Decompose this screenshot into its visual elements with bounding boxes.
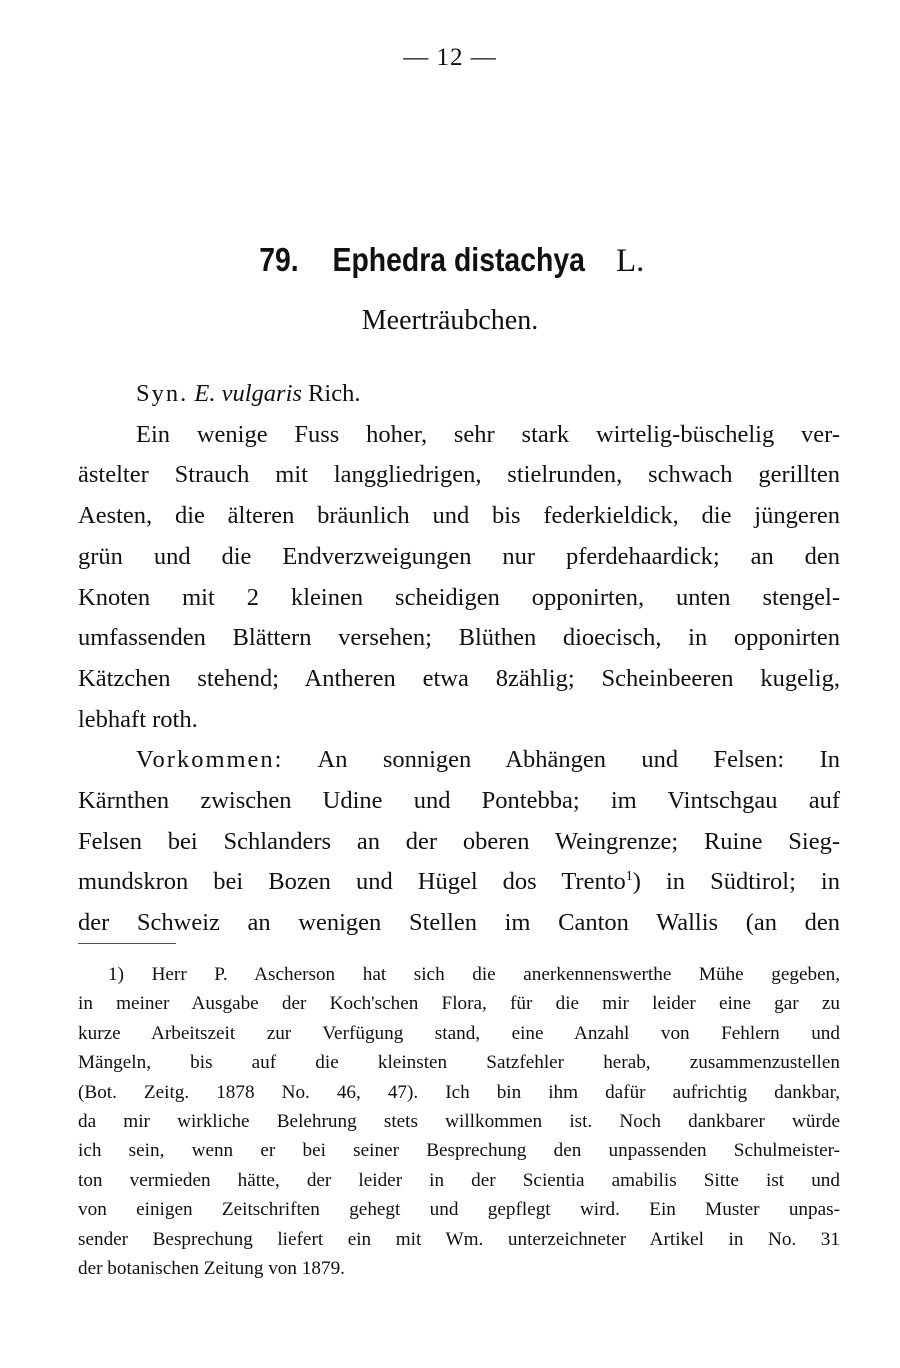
description-line: Kätzchen stehend; Antheren etwa 8zählig; Scheinbeeren kugelig, [78,664,840,692]
species-author: L. [615,243,645,279]
species-number: 79. [258,241,299,278]
synonym-author: Rich. [308,380,361,407]
occurrence-line: Kärnthen zwischen Udine und Pontebba; im Vintschgau auf [78,787,840,815]
footnote-line: in meiner Ausgabe der Koch'schen Flora, für die mir leider eine gar zu [78,993,840,1015]
footnote-line: 1) Herr P. Ascherson hat sich die anerkennenswerthe Mühe gegeben, [108,964,840,985]
synonym-prefix: Syn. [136,380,189,407]
description-line: Ein wenige Fuss hoher, sehr stark wirtelig-büschelig ver- [136,420,840,448]
description-line: Aesten, die älteren bräunlich und bis federkieldick, die jüngeren [78,502,840,530]
footnote-line: da mir wirkliche Belehrung stets willkommen ist. Noch dankbarer würde [78,1111,840,1133]
description-line: Knoten mit 2 kleinen scheidigen opponirten, unten stengel- [78,583,840,611]
page-number: — 12 — [403,44,497,71]
occurrence-line: Felsen bei Schlanders an der oberen Weingrenze; Ruine Sieg- [78,827,840,855]
occurrence-label: Vorkommen: [136,746,284,774]
occurrence-line [78,862,840,903]
footnote-line: sender Besprechung liefert ein mit Wm. unterzeichneter Artikel in No. 31 [78,1228,840,1250]
occurrence-text: mundskron bei Bozen und Hügel dos Trento [78,868,626,896]
description-line: lebhaft roth. [78,705,198,733]
footnote-line: Mängeln, bis auf die kleinsten Satzfehler herab, zusammenzustellen [78,1052,840,1074]
footnote-line: der botanischen Zeitung von 1879. [78,1258,345,1280]
footnote-line: (Bot. Zeitg. 1878 No. 46, 47). Ich bin ihm dafür aufrichtig dankbar, [78,1081,840,1103]
species-name: Ephedra distachya [332,241,585,278]
description-line: ästelter Strauch mit langgliedrigen, stielrunden, schwach gerillten [78,461,840,489]
footnote-divider [78,943,176,944]
footnote-line: ich sein, wenn er bei seiner Besprechung den unpassenden Schulmeister- [78,1140,840,1162]
footnote-reference: 1 [625,869,633,885]
occurrence-text: An sonnigen Abhängen und Felsen: In [317,746,840,774]
species-heading [0,240,900,280]
footnote-line: von einigen Zeitschriften gehegt und gepflegt wird. Ein Muster unpas- [78,1199,840,1221]
occurrence-line [78,740,840,781]
common-name: Meerträubchen. [361,305,539,336]
footnote [78,960,840,1283]
occurrence-line: der Schweiz an wenigen Stellen im Canton Wallis (an den [78,909,840,937]
synonym-line [78,374,840,415]
footnote-line: kurze Arbeitszeit zur Verfügung stand, eine Anzahl von Fehlern und [78,1022,840,1044]
occurrence-text: ) in Südtirol; in [632,868,840,896]
description-line: umfassenden Blättern versehen; Blüthen dioecisch, in opponirten [78,624,840,652]
main-text [78,374,840,944]
description-line: grün und die Endverzweigungen nur pferdehaardick; an den [78,542,840,570]
footnote-line: ton vermieden hätte, der leider in der Scientia amabilis Sitte ist und [78,1169,840,1191]
synonym-name: E. vulgaris [194,380,302,407]
